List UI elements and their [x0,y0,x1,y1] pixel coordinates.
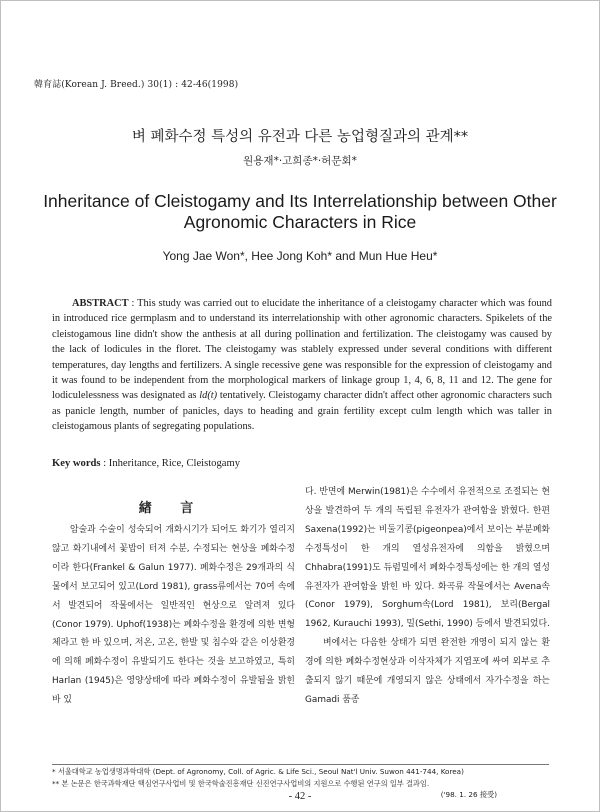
keywords-label: Key words [52,458,101,469]
keywords [52,458,240,469]
body-paragraph-continued: 다. 반면에 Merwin(1981)은 수수에서 유전적으로 조절되는 현상을 발견하여 두 개의 독립된 유전자가 관여함을 밝혔다. 한편 Saxena(1992)는 비둘기콩(pigeonpea)에서 보이는 부분폐화수정특성이 한 개의 열성유전자에 의함을 밝혔으며 Chhabra(1991)도 듀럼밀에서 폐화수정특성에는 한 개의 열성유전자가 관여함을 밝힌 바 있다. 화곡류 작물에서는 Avena속(Conor 1979), Sorghum속(Lord 1981), 보리(Bergal 1962, Kurauchi 1993), 밀(Sethi, 1990) 등에서 발견되었다. [305,487,550,630]
gene-symbol: ld(t) [199,390,218,402]
abstract-label: ABSTRACT [72,298,129,309]
page-number: - 42 - [288,791,312,802]
body-right-column [305,483,550,710]
journal-reference: 韓育誌(Korean J. Breed.) 30(1) : 42-46(1998) [34,80,239,90]
footnote-funding: ** 본 논문은 한국과학재단 핵심연구사업비 및 한국학술진흥재단 신진연구사업비의 지원으로 수행된 연구의 일부 결과임. [52,778,430,788]
abstract [52,296,552,435]
received-date: ('98. 1. 26 接受) [440,790,497,799]
abstract-text-1: : This study was carried out to elucidate the inheritance of a cleistogamy character which was found in introduced rice germplasm and to understand its interrelationship with other agronomic characters. Spikelets of the cleistogamous line didn't show the anthesis at all during pollination and fertilization. The cleistogamy was caused by the lack of lodicules in the floret. The cleistogamy was stablely expressed under several conditions with different temperatures, day lengths and fertilizers. A single recessive gene was responsible for the expression of cleistogamy and it was found to be independent from the morphological markers of linkage group 1, 4, 6, 8, 11 and 12. The gene for lodiculelessness was designated as [52,298,552,402]
footnote-affiliation: * 서울대학교 농업생명과학대학 (Dept. of Agronomy, Coll. of Agric. & Life Sci., Seoul Nat'l Univ. Suwon 441-744, Korea) [52,767,464,776]
footnote-rule [52,764,549,765]
keywords-text: : Inheritance, Rice, Cleistogamy [103,458,241,469]
english-title: Inheritance of Cleistogamy and Its Interrelationship between Other Agronomic Characters in Rice [43,191,557,232]
abstract-text-2: tentatively. Cleistogamy character didn't affect other agronomic characters such as panicle length, number of panicles, days to heading and grain fertility except culm length which was taller in cleistogamous plants of segregating populations. [52,390,552,433]
introduction-heading: 緖 言 [138,501,206,516]
body-left-column [52,521,295,710]
korean-title: 벼 폐화수정 특성의 유전과 다른 농업형질과의 관계** [131,129,469,145]
body-paragraph: 암술과 수술이 성숙되어 개화시기가 되어도 화기가 열리지 않고 화기내에서 꽃밥이 터져 수분, 수정되는 현상을 폐화수정이라 한다(Frankel & Galun 1977). 폐화수정은 29개과의 식물에서 보고되어 있고(Lord 1981), grass류에서는 70여 속에서 발견되어 작물에서는 일반적인 현상으로 알려져 있다(Conor 1979). Uphof(1938)는 폐화수정을 환경에 의한 변형체라고 한 바 있으며, 저온, 고온, 한발 및 침수와 같은 이상환경에 의해 폐화수정이 유발되기도 한다는 것을 보고하였고, 특히 Harlan (1945)은 영양상태에 따라 폐화수정이 유발됨을 밝힌 바 있 [52,525,295,706]
korean-authors: 원용재*·고희종*·허문회* [243,155,357,167]
body-paragraph: 벼에서는 다음한 상태가 되면 완전한 개영이 되지 않는 환경에 의한 폐화수정현상과 이삭자체가 지엽포에 싸여 외부로 추출되지 않기 때문에 개영되지 않은 상태에서 자가수정을 하는 Gamadi 품종 [305,638,550,705]
english-authors: Yong Jae Won*, Hee Jong Koh* and Mun Hue Heu* [162,249,438,263]
